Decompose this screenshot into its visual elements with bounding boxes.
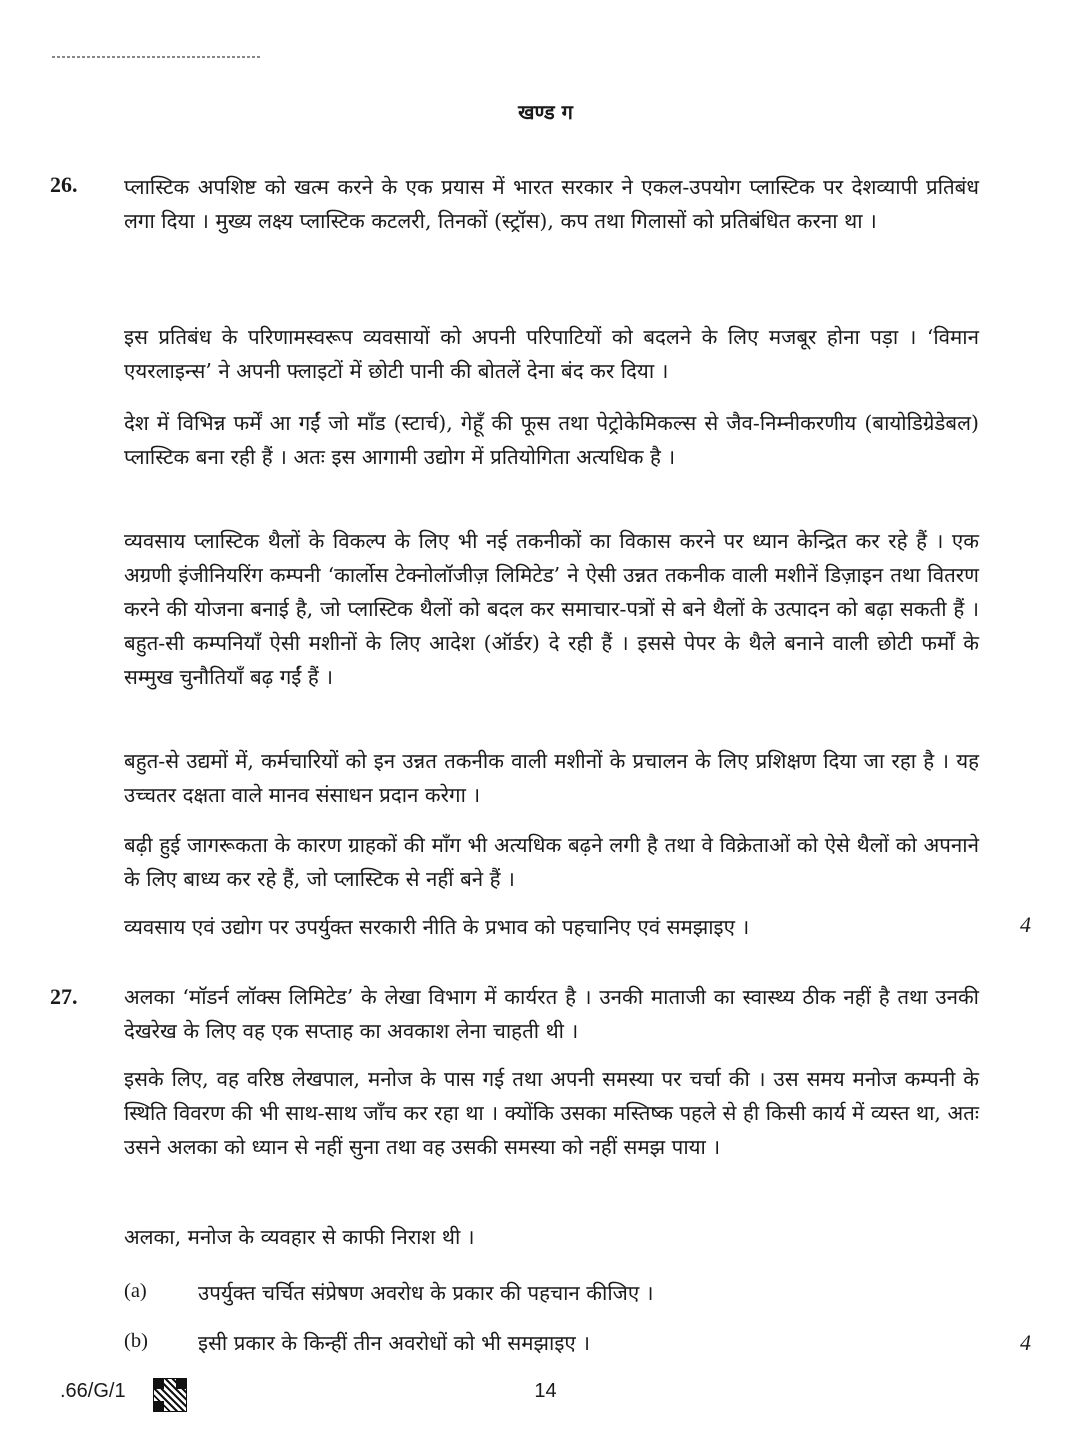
- q27-sub-a-label: (a): [124, 1280, 147, 1302]
- section-title: खण्ड ग: [518, 100, 573, 124]
- q26-paragraph-2: इस प्रतिबंध के परिणामस्वरूप व्यवसायों को अपनी परिपाटियों को बदलने के लिए मजबूर होना पड़ा । ‘विमान एयरलाइन्स’ ने अपनी फ्लाइटों में छोटी पानी की बोतलें देना बंद कर दिया ।: [124, 325, 979, 383]
- q26-paragraph-3: देश में विभिन्न फर्में आ गईं जो माँड (स्टार्च), गेहूँ की फूस तथा पेट्रोकेमिकल्स से जैव-निम्नीकरणीय (बायोडिग्रेडेबल) प्लास्टिक बना रही हैं । अतः इस आगामी उद्योग में प्रतियोगिता अत्यधिक है ।: [124, 411, 979, 469]
- q26-paragraph-6: बढ़ी हुई जागरूकता के कारण ग्राहकों की माँग भी अत्यधिक बढ़ने लगी है तथा वे विक्रेताओं को ऐसे थैलों को अपनाने के लिए बाध्य कर रहे हैं, जो प्लास्टिक से नहीं बने हैं ।: [124, 833, 979, 891]
- q27-paragraph-1: अलका ‘मॉडर्न लॉक्स लिमिटेड’ के लेखा विभाग में कार्यरत है । उनकी माताजी का स्वास्थ्य ठीक नहीं है तथा उनकी देखरेख के लिए वह एक सप्ताह का अवकाश लेना चाहती थी ।: [124, 985, 979, 1043]
- q27-sub-b-label: (b): [124, 1330, 148, 1352]
- question-26-number: 26.: [50, 172, 78, 197]
- question-27-number: 27.: [50, 984, 78, 1009]
- q27-sub-a-text: उपर्युक्त चर्चित संप्रेषण अवरोध के प्रकार की पहचान कीजिए ।: [198, 1281, 654, 1305]
- header-rule: [52, 56, 262, 58]
- page-number: 14: [534, 1380, 557, 1402]
- q26-question: व्यवसाय एवं उद्योग पर उपर्युक्त सरकारी नीति के प्रभाव को पहचानिए एवं समझाइए ।: [124, 915, 750, 939]
- q27-marks: 4: [1020, 1330, 1031, 1355]
- q26-paragraph-5: बहुत-से उद्यमों में, कर्मचारियों को इन उन्नत तकनीक वाली मशीनों के प्रचालन के लिए प्रशिक्षण दिया जा रहा है । यह उच्चतर दक्षता वाले मानव संसाधन प्रदान करेगा ।: [124, 749, 979, 807]
- q27-sub-b-text: इसी प्रकार के किन्हीं तीन अवरोधों को भी समझाइए ।: [198, 1331, 591, 1355]
- q26-paragraph-1: प्लास्टिक अपशिष्ट को खत्म करने के एक प्रयास में भारत सरकार ने एकल-उपयोग प्लास्टिक पर देशव्यापी प्रतिबंध लगा दिया । मुख्य लक्ष्य प्लास्टिक कटलरी, तिनकों (स्ट्रॉस), कप तथा गिलासों को प्रतिबंधित करना था ।: [124, 175, 979, 233]
- q26-paragraph-4: व्यवसाय प्लास्टिक थैलों के विकल्प के लिए भी नई तकनीकों का विकास करने पर ध्यान केन्द्रित कर रहे हैं । एक अग्रणी इंजीनियरिंग कम्पनी ‘कार्लोस टेक्नोलॉजीज़ लिमिटेड’ ने ऐसी उन्नत तकनीक वाली मशीनें डिज़ाइन तथा वितरण करने की योजना बनाई है, जो प्लास्टिक थैलों को बदल कर समाचार-पत्रों से बने थैलों के उत्पादन को बढ़ा सकती हैं । बहुत-सी कम्पनियाँ ऐसी मशीनों के लिए आदेश (ऑर्डर) दे रही हैं । इससे पेपर के थैले बनाने वाली छोटी फर्मों के सम्मुख चुनौतियाँ बढ़ गईं हैं ।: [124, 529, 979, 689]
- paper-code: .66/G/1: [60, 1380, 126, 1402]
- q27-paragraph-2: इसके लिए, वह वरिष्ठ लेखपाल, मनोज के पास गई तथा अपनी समस्या पर चर्चा की । उस समय मनोज कम्पनी के स्थिति विवरण की भी साथ-साथ जाँच कर रहा था । क्योंकि उसका मस्तिष्क पहले से ही किसी कार्य में व्यस्त था, अतः उसने अलका को ध्यान से नहीं सुना तथा वह उसकी समस्या को नहीं समझ पाया ।: [124, 1067, 979, 1159]
- q27-paragraph-3: अलका, मनोज के व्यवहार से काफी निराश थी ।: [124, 1225, 475, 1249]
- q26-marks: 4: [1020, 912, 1031, 937]
